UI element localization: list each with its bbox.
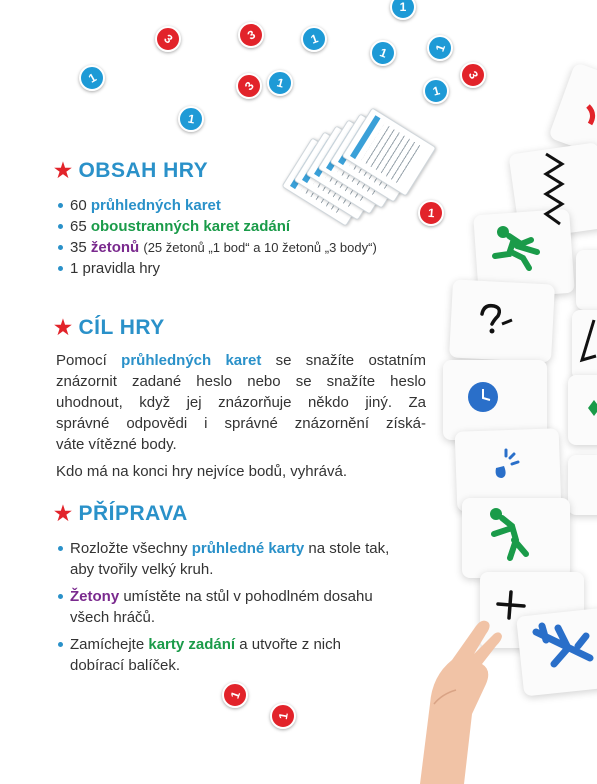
list-item: 1 pravidla hry xyxy=(56,258,377,279)
list-item: 65 oboustranných karet zadání xyxy=(56,216,377,237)
triangle-icon xyxy=(578,316,597,366)
token-three-points: 3 xyxy=(460,62,486,88)
token-three-points: 3 xyxy=(155,26,181,52)
splash-icon xyxy=(486,448,522,484)
token-three-points: 3 xyxy=(238,22,264,48)
token-one-point: 1 xyxy=(270,703,296,729)
star-icon: ★ xyxy=(54,317,73,339)
list-item: Zamíchejte karty zadání a utvořte z nich dobírací balíček. xyxy=(56,634,436,676)
token-one-point: 1 xyxy=(423,78,449,104)
token-one-point: 1 xyxy=(427,35,453,61)
star-icon: ★ xyxy=(54,503,73,525)
token-three-points: 3 xyxy=(236,73,262,99)
question-mark-icon xyxy=(476,300,516,336)
list-item: 35 žetonů (25 žetonů „1 bod“ a 10 žetonů „3 body“) xyxy=(56,237,377,258)
list-item: 60 průhledných karet xyxy=(56,195,377,216)
star-icon: ★ xyxy=(54,160,73,182)
token-one-point: 1 xyxy=(79,65,105,91)
token-one-point: 1 xyxy=(301,26,327,52)
goal-winner-text: Kdo má na konci hry nejvíce bodů, vyhrává. xyxy=(56,463,347,480)
token-one-point: 1 xyxy=(370,40,396,66)
token-one-point: 1 xyxy=(390,0,416,20)
token-one-point: 1 xyxy=(222,682,248,708)
running-figure-icon xyxy=(484,506,530,564)
list-item: Rozložte všechny průhledné karty na stole tak, aby tvořily velký kruh. xyxy=(56,538,436,580)
token-one-point: 1 xyxy=(267,70,293,96)
setup-list xyxy=(56,538,436,676)
clock-icon xyxy=(466,380,500,414)
section-title-goal: ★ CÍL HRY xyxy=(54,315,165,339)
list-item: Žetony umístěte na stůl v pohodlném dosahu všech hráčů. xyxy=(56,586,436,628)
section-title-contents: ★ OBSAH HRY xyxy=(54,158,209,182)
token-one-point: 1 xyxy=(418,200,444,226)
section-title-setup: ★ PŘÍPRAVA xyxy=(54,501,188,525)
contents-list xyxy=(56,195,377,279)
running-figure-icon xyxy=(487,222,543,272)
diamond-icon xyxy=(586,398,597,418)
goal-paragraph: Pomocí průhledných karet se snažíte ostatním znázornit zadané heslo nebo se snažíte heslo uhodnout, když jej znázorňuje někdo jiný. Za správné odpovědi i správné znázornění získá- váte vítězné body. Kdo má na konci hry nejvíce bodů, vyhrává. xyxy=(56,352,426,480)
red-mark-icon xyxy=(586,104,597,126)
airplane-icon xyxy=(532,622,594,668)
zigzag-icon xyxy=(538,150,568,230)
token-one-point: 1 xyxy=(178,106,204,132)
